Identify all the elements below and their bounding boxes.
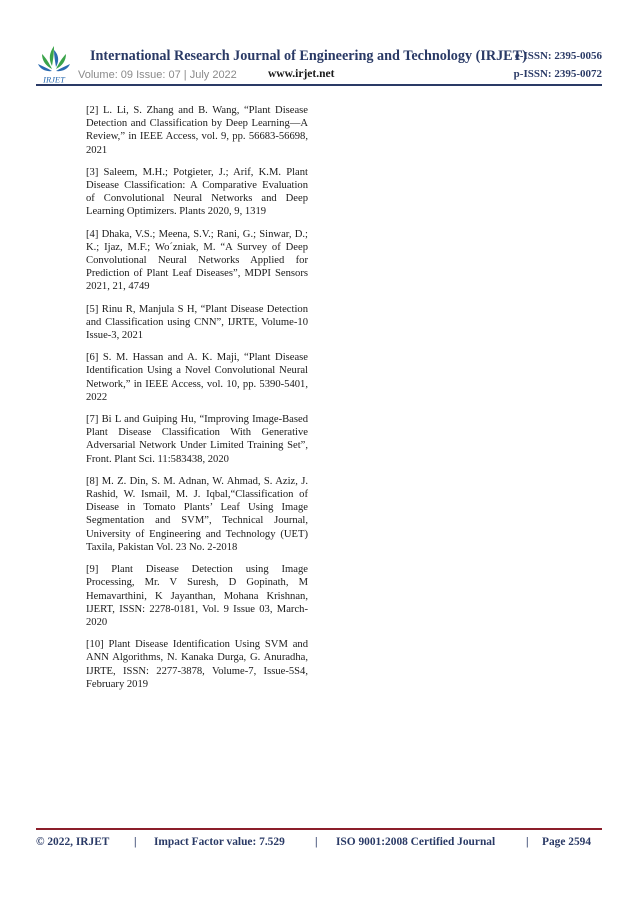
reference-item: [7] Bi L and Guiping Hu, “Improving Image-Based Plant Disease Classification With Generative Adversarial Network Under Limited Training Set”, Front. Plant Sci. 11:583438, 2020 <box>86 414 308 465</box>
header-divider <box>36 84 602 86</box>
footer-page-number: Page 2594 <box>542 836 592 848</box>
reference-item: [6] S. M. Hassan and A. K. Maji, “Plant Disease Identification Using a Novel Convolutional Neural Network,” in IEEE Access, vol. 10, pp. 5390-5401, 2022 <box>86 352 308 403</box>
reference-item: [9] Plant Disease Detection using Image Processing, Mr. V Suresh, D Gopinath, M Hemavarthini, K Jayanthan, Mohana Krishnan, IJERT, ISSN: 2278-0181, Vol. 9 Issue 03, March-2020 <box>86 564 308 628</box>
footer-copyright: © 2022, IRJET <box>36 836 110 848</box>
footer-impact-factor: Impact Factor value: 7.529 <box>154 836 285 848</box>
p-issn: p-ISSN: 2395-0072 <box>513 68 602 80</box>
journal-title: International Research Journal of Engineering and Technology (IRJET) <box>90 48 527 64</box>
page-header <box>36 44 602 86</box>
reference-item: [8] M. Z. Din, S. M. Adnan, W. Ahmad, S. Aziz, J. Rashid, W. Ismail, M. J. Iqbal,“Classification of Disease in Tomato Plants’ Leaf Using Image Segmentation and SVM”, Technical Journal, University of Engineering and Technology (UET) Taxila, Pakistan Vol. 23 No. 2-2018 <box>86 475 308 553</box>
footer-separator: | <box>315 836 318 848</box>
footer-iso: ISO 9001:2008 Certified Journal <box>336 836 496 848</box>
volume-info: Volume: 09 Issue: 07 | July 2022 <box>78 69 237 81</box>
footer-separator: | <box>526 836 529 848</box>
reference-item: [10] Plant Disease Identification Using SVM and ANN Algorithms, N. Kanaka Durga, G. Anuradha, IJRTE, ISSN: 2277-3878, Volume-7, Issue-5S4, February 2019 <box>86 639 308 690</box>
irjet-logo <box>36 44 72 84</box>
reference-item: [5] Rinu R, Manjula S H, “Plant Disease Detection and Classification using CNN”, IJRTE, Volume-10 Issue-3, 2021 <box>86 303 308 342</box>
footer-divider <box>36 828 602 830</box>
reference-item: [4] Dhaka, V.S.; Meena, S.V.; Rani, G.; Sinwar, D.; K.; Ijaz, M.F.; Wo´zniak, M. “A Survey of Deep Convolutional Neural Networks Applied for Prediction of Plant Leaf Diseases”, MDPI Sensors 2021, 21, 4749 <box>86 228 308 293</box>
logo-text: IRJET <box>43 74 65 84</box>
website-link[interactable]: www.irjet.net <box>268 68 335 80</box>
reference-item: [2] L. Li, S. Zhang and B. Wang, “Plant Disease Detection and Classification by Deep Learning—A Review,” in IEEE Access, vol. 9, pp. 56683-56698, 2021 <box>86 105 308 156</box>
page-footer <box>36 836 602 854</box>
e-issn: e-ISSN: 2395-0056 <box>514 50 602 62</box>
references-list <box>86 104 308 700</box>
footer-separator: | <box>134 836 137 848</box>
reference-item: [3] Saleem, M.H.; Potgieter, J.; Arif, K.M. Plant Disease Classification: A Comparative Evaluation of Convolutional Neural Networks and Deep Learning Optimizers. Plants 2020, 9, 1319 <box>86 166 308 218</box>
